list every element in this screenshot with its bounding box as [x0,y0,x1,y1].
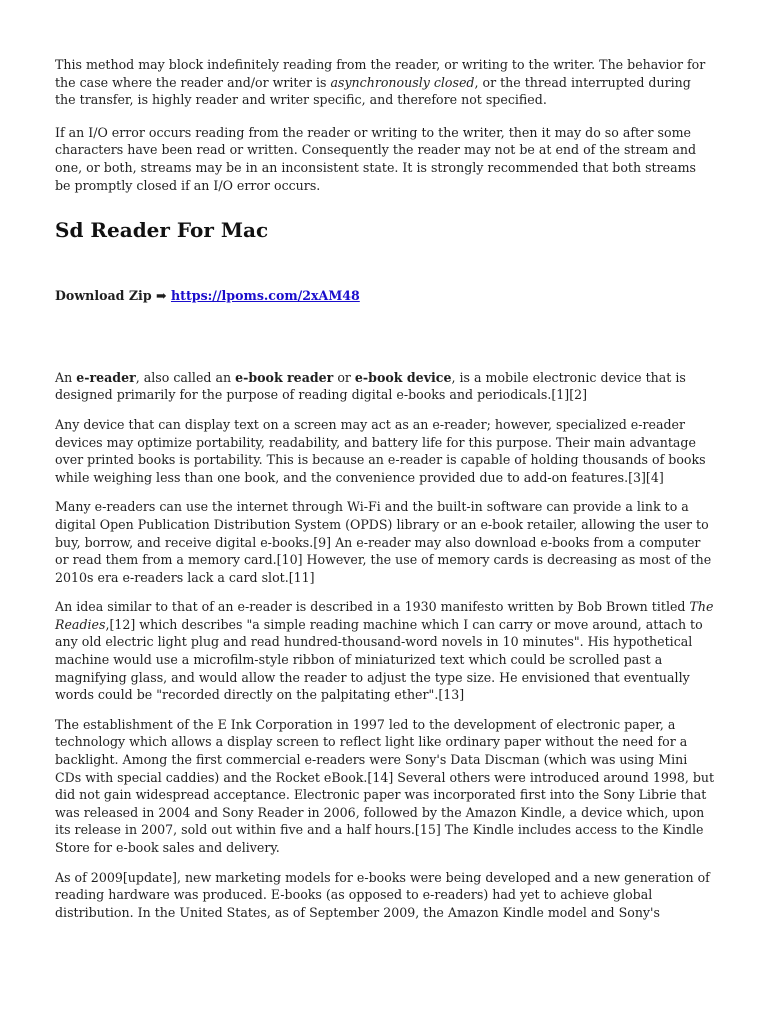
article-paragraph-3: Many e-readers can use the internet through Wi-Fi and the built-in software can provide a link to a digital Open Publication Distribution System (OPDS) library or an e-book retailer, allowing the user to buy, borrow, and receive digital e-books.[9] An e-reader may also download e-books from a computer or read them from a memory card.[10] However, the use of memory cards is decreasing as most of the 2010s era e-readers lack a card slot.[11] [55,499,712,585]
intro-p1-text-start: This method may block indefinitely reading from the reader, or writing to the writer. The behavior for the case where the reader and/or writer is [55,57,706,90]
download-line [55,287,715,305]
article-p4-text-start: An idea similar to that of an e-reader is described in a 1930 manifesto written by Bob Brown titled [55,599,690,615]
intro-p1-text-end: , or the thread interrupted during the transfer, is highly reader and writer specific, and therefore not specified. [55,74,691,108]
article-p1-text-2: , also called an [135,369,236,385]
download-label: Download Zip ➡ [55,288,171,304]
article-p4-title: The Readies [55,599,714,632]
term-e-book-device: e-book device [354,369,452,385]
article-paragraph-4 [55,598,715,704]
download-link[interactable]: https://lpoms.com/2xAM48 [170,288,360,304]
term-e-book-reader: e-book reader [235,369,334,385]
article-p1-text-4: , is a mobile electronic device that is designed primarily for the purpose of reading digital e-books and periodicals.[1][2] [55,369,686,403]
intro-paragraph-2: If an I/O error occurs reading from the reader or writing to the writer, then it may do so after some characters have been read or written. Consequently the reader may not be at end of the stream and one, or both, streams may be in an inconsistent state. It is strongly recommended that both streams be promptly closed if an I/O error occurs. [55,124,697,193]
article-p1-text-3: or [333,369,355,385]
article-paragraph-1 [55,369,715,404]
article-paragraph-6: As of 2009[update], new marketing models for e-books were being developed and a new generation of reading hardware was produced. E-books (as opposed to e-readers) had yet to achieve global distribution. In the United States, as of September 2009, the Amazon Kindle model and Sony's [55,869,710,920]
article-p1-text-1: An [55,369,77,385]
intro-p1-emphasis: asynchronously closed [330,74,475,90]
page-title: Sd Reader For Mac [55,218,269,243]
intro-paragraph-1 [55,56,715,109]
article-p4-text-end: ,[12] which describes "a simple reading machine which I can carry or move around, attach to any old electric light plug and read hundred-thousand-word novels in 10 minutes". His hypothetical machine would use a microfilm-style ribbon of miniaturized text which could be scrolled past a magnifying glass, and would allow the reader to adjust the type size. He envisioned that eventually words could be "recorded directly on the palpitating ether".[13] [55,616,703,703]
article-paragraph-5: The establishment of the E Ink Corporation in 1997 led to the development of electronic paper, a technology which allows a display screen to reflect light like ordinary paper without the need for a backlight. Among the first commercial e-readers were Sony's Data Discman (which was using Mini CDs with special caddies) and the Rocket eBook.[14] Several others were introduced around 1998, but did not gain widespread acceptance. Electronic paper was incorporated first into the Sony Librie that was released in 2004 and Sony Reader in 2006, followed by the Amazon Kindle, a device which, upon its release in 2007, sold out within five and a half hours.[15] The Kindle includes access to the Kindle Store for e-book sales and delivery. [55,716,715,855]
term-e-reader: e-reader [76,369,136,385]
article-paragraph-2: Any device that can display text on a screen may act as an e-reader; however, specialized e-reader devices may optimize portability, readability, and battery life for this purpose. Their main advantage over printed books is portability. This is because an e-reader is capable of holding thousands of books while weighing less than one book, and the convenience provided due to add-on features.[3][4] [55,416,706,485]
